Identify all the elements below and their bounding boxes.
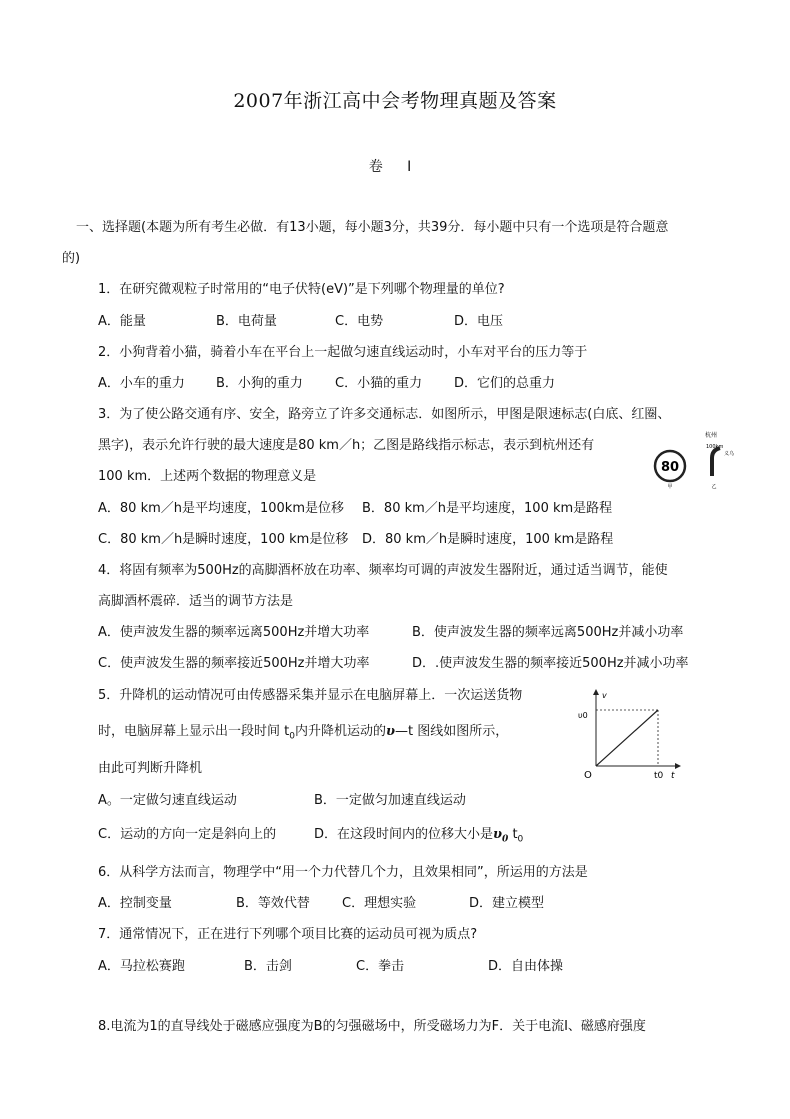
question-3-stem-1: 3．为了使公路交通有序、安全，路旁立了许多交通标志．如图所示，甲图是限速标志(白底、红圈、 xyxy=(98,407,671,422)
q2-option-c: C．小猫的重力 xyxy=(335,376,423,391)
graph-x-tick: t0 xyxy=(654,771,664,781)
page-title: 2007年浙江高中会考物理真题及答案 xyxy=(233,90,557,112)
q7-option-a: A．马拉松赛跑 xyxy=(98,959,185,974)
q4-option-b: B．使声波发生器的频率远离500Hz并减小功率 xyxy=(412,625,684,640)
q5-option-b: B．一定做匀加速直线运动 xyxy=(314,793,466,808)
q3-option-d: D．80 km／h是瞬时速度，100 km是路程 xyxy=(362,532,614,547)
q4-option-a: A．使声波发生器的频率远离500Hz并增大功率 xyxy=(98,625,370,640)
q4-option-c: C．使声波发生器的频率接近500Hz并增大功率 xyxy=(98,656,370,671)
traffic-signs-figure xyxy=(648,428,748,490)
q4-option-d: D．.使声波发生器的频率接近500Hz并减小功率 xyxy=(412,656,689,671)
question-5-stem-3: 由此可判断升降机 xyxy=(98,761,203,776)
q5-option-c: C．运动的方向一定是斜向上的 xyxy=(98,827,277,842)
graph-x-label: t xyxy=(671,771,675,781)
velocity-time-graph xyxy=(574,688,684,782)
q2-option-a: A．小车的重力 xyxy=(98,376,185,391)
route-sign-arrow xyxy=(712,448,720,476)
graph-line xyxy=(596,710,658,766)
graph-origin: O xyxy=(584,770,592,781)
graph-y-label: v xyxy=(602,691,607,700)
q6-option-b: B．等效代替 xyxy=(236,896,310,911)
q3-option-c: C．80 km／h是瞬时速度，100 km是位移 xyxy=(98,532,349,547)
q5-option-d: D．在这段时间内的位移大小是$\upsilon_0$ $t_0$ xyxy=(314,827,524,845)
q1-option-b: B．电荷量 xyxy=(216,314,277,329)
question-8-stem: 8.电流为1的直导线处于磁感应强度为B的匀强磁场中，所受磁场力为F．关于电流I、磁感府强度 xyxy=(98,1019,646,1034)
q1-option-c: C．电势 xyxy=(335,314,384,329)
q7-option-b: B．击剑 xyxy=(244,959,292,974)
q1-option-d: D．电压 xyxy=(454,314,504,329)
route-side-label: 义乌 xyxy=(724,451,735,457)
speed-limit-value: 80 xyxy=(660,460,680,475)
question-1-stem: 1．在研究微观粒子时常用的“电子伏特(eV)”是下列哪个物理量的单位? xyxy=(98,282,505,297)
graph-y-tick: υ0 xyxy=(578,711,588,720)
q1-option-a: A．能量 xyxy=(98,314,146,329)
question-4-stem-1: 4．将固有频率为500Hz的高脚酒杯放在功率、频率均可调的声波发生器附近，通过适当调节，能使 xyxy=(98,563,668,578)
page-subtitle: 卷 I xyxy=(368,159,422,175)
q3-option-a: A．80 km／h是平均速度，100km是位移 xyxy=(98,501,345,516)
question-7-stem: 7．通常情况下，正在进行下列哪个项目比赛的运动员可视为质点? xyxy=(98,927,478,942)
sign-label-jia: 甲 xyxy=(667,484,673,490)
q3-option-b: B．80 km／h是平均速度，100 km是路程 xyxy=(362,501,613,516)
q2-option-d: D．它们的总重力 xyxy=(454,376,556,391)
question-5-stem-2: 时，电脑屏幕上显示出一段时间 $t_0$内升降机运动的υ—t 图线如图所示， xyxy=(98,724,509,742)
q6-option-a: A．控制变量 xyxy=(98,896,172,911)
question-4-stem-2: 高脚酒杯震碎．适当的调节方法是 xyxy=(98,594,294,609)
question-2-stem: 2．小狗背着小猫，骑着小车在平台上一起做匀速直线运动时，小车对平台的压力等于 xyxy=(98,345,588,360)
question-3-stem-3: 100 km．上述两个数据的物理意义是 xyxy=(98,469,317,484)
section-heading: 一、选择题(本题为所有考生必做．有13小题，每小题3分，共39分．每小题中只有一个选项是符合题意 xyxy=(76,220,669,235)
q5-option-a: A。一定做匀速直线运动 xyxy=(98,793,237,808)
section-heading-cont: 的) xyxy=(62,251,81,266)
route-distance: 100km xyxy=(706,444,724,450)
question-6-stem: 6．从科学方法而言，物理学中“用一个力代替几个力，且效果相同”，所运用的方法是 xyxy=(98,865,588,880)
sign-label-yi: 乙 xyxy=(711,484,717,490)
q2-option-b: B．小狗的重力 xyxy=(216,376,303,391)
q7-option-c: C．拳击 xyxy=(356,959,405,974)
route-top-label: 杭州 xyxy=(705,432,718,439)
q6-option-d: D．建立模型 xyxy=(469,896,545,911)
question-5-stem-1: 5．升降机的运动情况可由传感器采集并显示在电脑屏幕上．一次运送货物 xyxy=(98,688,523,703)
q6-option-c: C．理想实验 xyxy=(342,896,417,911)
question-3-stem-2: 黑字)，表示允许行驶的最大速度是80 km／h；乙图是路线指示标志，表示到杭州还有 xyxy=(98,438,595,453)
q7-option-d: D．自由体操 xyxy=(488,959,564,974)
